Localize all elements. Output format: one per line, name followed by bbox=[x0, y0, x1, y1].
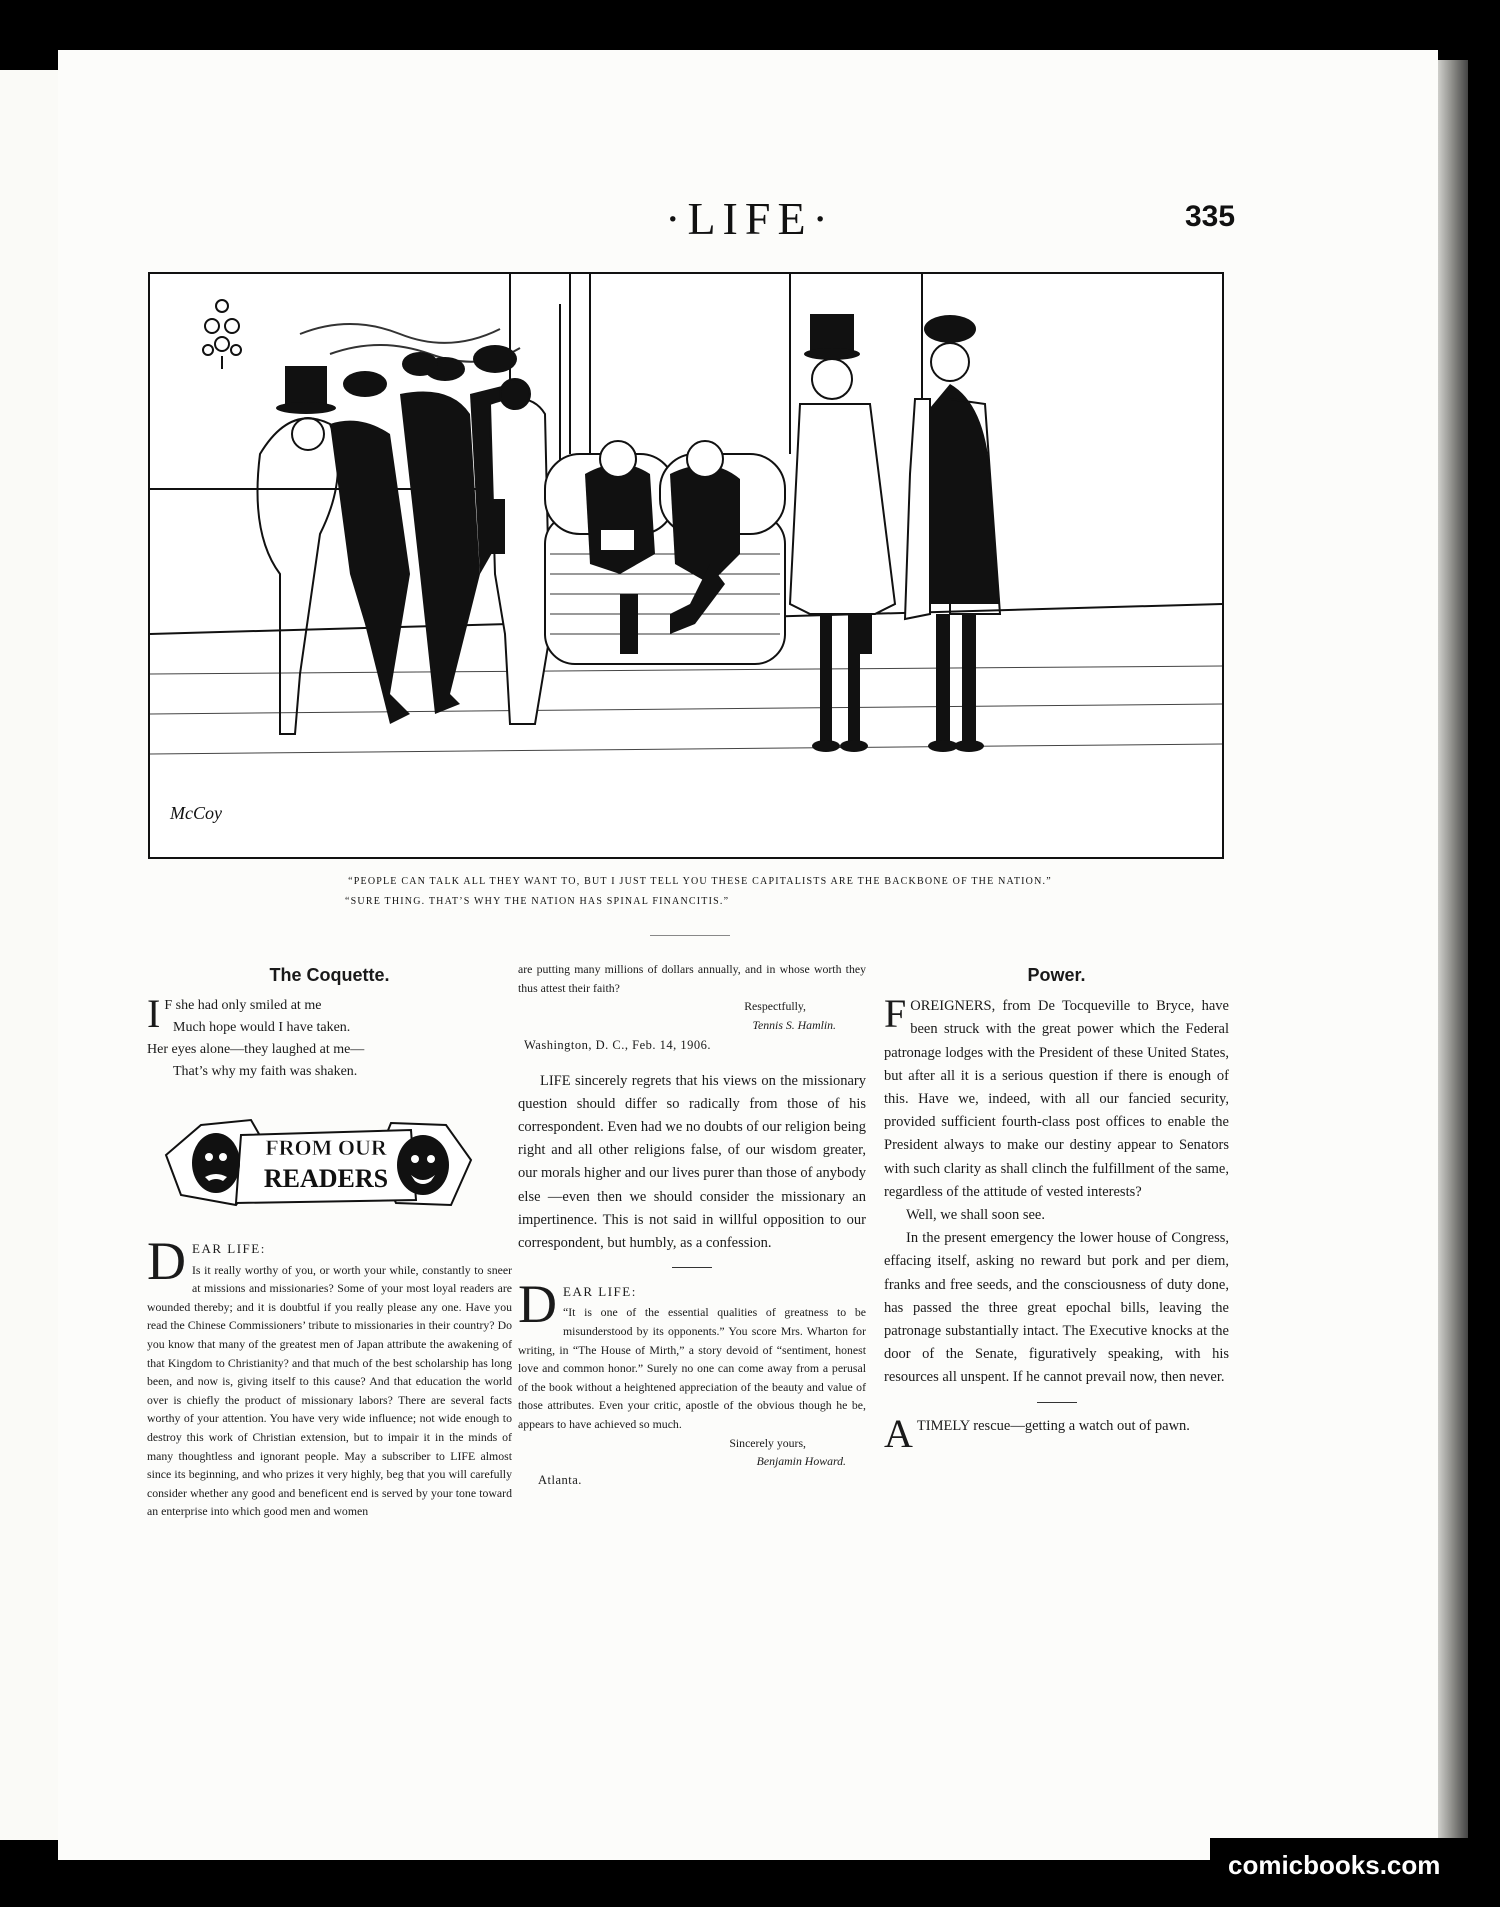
poem-line-1: F she had only smiled at me bbox=[164, 998, 322, 1014]
letter2-place: Atlanta. bbox=[538, 1472, 582, 1487]
power-dropcap: F bbox=[884, 991, 907, 1037]
coquette-poem bbox=[147, 991, 512, 1083]
timely-item bbox=[884, 1410, 1229, 1456]
banner-line-2: READERS bbox=[263, 1164, 389, 1194]
letter1-salutation: EAR LIFE: bbox=[192, 1241, 266, 1257]
cartoon-caption bbox=[230, 872, 1170, 912]
from-our-readers-banner bbox=[161, 1115, 479, 1213]
letter1-closing: Respectfully, bbox=[744, 999, 806, 1014]
column-2 bbox=[518, 960, 866, 1489]
site-watermark: comicbooks.com bbox=[1228, 1850, 1441, 1880]
caption-line-2: “SURE THING. THAT’S WHY THE NATION HAS SPINAL FINANCITIS.” bbox=[345, 896, 730, 907]
timely-dropcap: A bbox=[884, 1410, 913, 1456]
editor-reply: LIFE sincerely regrets that his views on the missionary question should differ so radically from those of his correspondent. Even had we no doubts of our religion being right and all other religions false, of our wisdom greater, our morals higher and our lives purer than those of anybody else —even then we should consider the missionary an impertinence. This is not said in willful opposition to our correspondent, but humbly, as a confession. bbox=[518, 1072, 866, 1251]
power-article bbox=[884, 991, 1229, 1389]
cartoon-illustration bbox=[148, 272, 1224, 859]
coquette-dropcap: I bbox=[147, 991, 161, 1037]
column-1 bbox=[147, 960, 512, 1521]
poem-line-2: Much hope would I have taken. bbox=[173, 1020, 351, 1036]
poem-line-3: Her eyes alone—they laughed at me— bbox=[147, 1042, 365, 1058]
power-paragraph-3: In the present emergency the lower house of Congress, effacing itself, asking no reward but pork and per diem, franks and free seeds, and the consciousness of duty done, has passed the three great epochal bills, leaving the patronage substantially intact. The Executive knocks at the door of the Senate, figuratively speaking, with his resources all unspent. If he cannot prevail now, then never. bbox=[884, 1230, 1229, 1386]
letter-2 bbox=[518, 1274, 866, 1489]
banner-line-1: FROM OUR bbox=[265, 1135, 387, 1161]
power-title: Power. bbox=[1027, 965, 1086, 985]
letter1-body: Is it really worthy of you, or worth your while, constantly to sneer at missions and missionaries? Some of your most loyal readers are wounded thereby; and it is doubtful if you really please any one. Have you read the Chinese Commissioners’ tribute to missionaries in their country? Do you know that many of the greatest men of Japan attribute the awakening of that Kingdom to Christianity? and that much of the best scholarship has long been, and now is, giving itself to this cause? And that education the world over is chiefly the product of missionary labors? There are several facts worthy of your attention. You have very wide influence; not wide enough to destroy this work of Christian extension, but to impair it in the minds of many thoughtless and ignorant people. May a subscriber to LIFE almost since its beginning, and who prizes it very highly, beg that you will carefully consider whether any good and beneficent end is served by your tone toward an enterprise into which good men and women bbox=[147, 1262, 512, 1519]
poem-line-4: That’s why my faith was shaken. bbox=[173, 1064, 358, 1080]
cartoon-signature: McCoy bbox=[170, 803, 222, 823]
page-number: 335 bbox=[1185, 200, 1236, 233]
power-paragraph-2: Well, we shall soon see. bbox=[906, 1207, 1045, 1224]
letter2-signature: Benjamin Howard. bbox=[756, 1454, 846, 1469]
letter1-continued: are putting many millions of dollars annually, and in whose worth they thus attest their faith? bbox=[518, 962, 866, 995]
letter-1 bbox=[147, 1231, 512, 1521]
masthead: ·LIFE· bbox=[665, 193, 835, 244]
power-paragraph-1: OREIGNERS, from De Tocqueville to Bryce, have been struck with the great power which the Federal patronage lodges with the President of these United States, but after all it is a serious question if there is enough of this. Have we, indeed, with all our fancied security, provided sufficient fourth-class post offices to enable the President always to make our destiny appear to Senators with such clarity as shall clinch the fulfillment of the same, regardless of the attitude of vested interests? bbox=[884, 998, 1229, 1200]
facing-page-edge bbox=[0, 70, 60, 1840]
coquette-title: The Coquette. bbox=[269, 965, 390, 985]
letter1-place-date: Washington, D. C., Feb. 14, 1906. bbox=[524, 1038, 712, 1053]
column-3 bbox=[884, 960, 1229, 1456]
caption-line-1: “PEOPLE CAN TALK ALL THEY WANT TO, BUT I JUST TELL YOU THESE CAPITALISTS ARE THE BACKBONE OF THE NATION.” bbox=[348, 876, 1052, 887]
divider bbox=[650, 935, 730, 936]
letter2-closing: Sincerely yours, bbox=[729, 1435, 806, 1450]
divider bbox=[1037, 1402, 1077, 1403]
timely-text: TIMELY rescue—getting a watch out of pawn. bbox=[916, 1417, 1190, 1434]
letter2-salutation: EAR LIFE: bbox=[563, 1284, 637, 1300]
cartoon-drawing bbox=[150, 274, 1222, 857]
letter2-body: “It is one of the essential qualities of greatness to be misunderstood by its opponents.” You score Mrs. Wharton for writing, in “The House of Mirth,” a story devoid of “sentiment, honest love and common honor.” Surely no one can come away from a perusal of the book without a heightened appreciation of the beauty and value of those attributes. Even your critic, apostle of the obvious though he be, appears to have achieved so much. bbox=[518, 1305, 866, 1431]
letter1-dropcap: D bbox=[147, 1231, 186, 1292]
letter1-signature: Tennis S. Hamlin. bbox=[752, 1017, 836, 1032]
divider bbox=[672, 1267, 712, 1268]
page-edge-shadow bbox=[1438, 60, 1468, 1860]
letter2-dropcap: D bbox=[518, 1274, 557, 1335]
